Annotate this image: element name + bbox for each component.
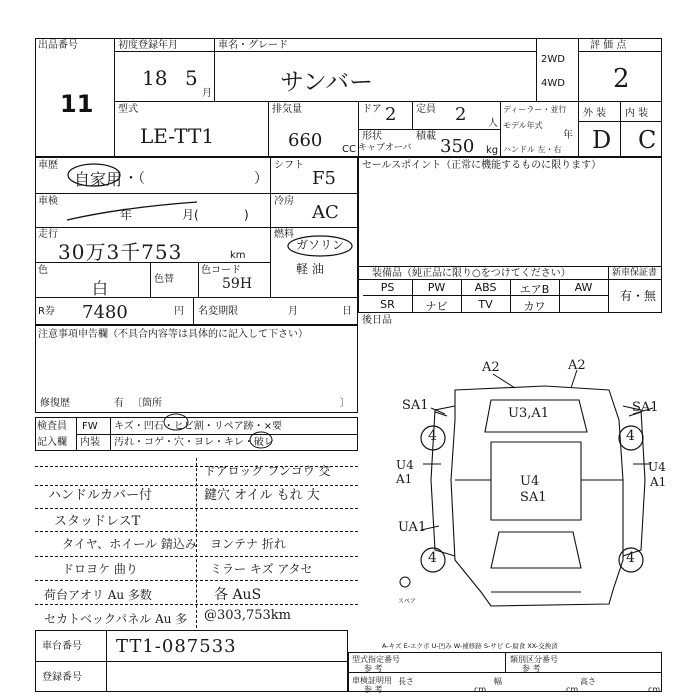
model-year-label: モデル年式: [503, 121, 543, 130]
score-value: 2: [613, 64, 630, 94]
repair-label: 修復歴: [40, 398, 70, 409]
aftermarket-label: 後日品: [362, 315, 392, 326]
chassis-label: 車台番号: [42, 641, 82, 652]
category-label: 類別区分番号: [510, 655, 558, 664]
new-cert-value: 有・無: [620, 289, 657, 303]
length-label: 長さ: [398, 677, 414, 686]
ac-label: 冷房: [274, 196, 294, 207]
drive-4wd: 4WD: [541, 78, 565, 89]
score-label: 評 価 点: [590, 40, 627, 51]
year-unit: 年: [563, 130, 573, 141]
height-cm: cm: [648, 685, 661, 694]
lot-number: 11: [60, 90, 94, 118]
equip-airbag: エアB: [519, 283, 550, 296]
history-dots: ・（: [124, 171, 145, 187]
remark-left-3: タイヤ、ホイール 錆込み: [62, 537, 197, 551]
mark-a1-left: A1: [396, 472, 413, 486]
name-label: 車名・グレード: [218, 40, 288, 51]
spare-label: スペア: [398, 598, 417, 605]
equipment-grid: [363, 279, 660, 312]
remark-right-6: 各 AuS: [214, 587, 262, 603]
mark-u4-right: U4: [648, 460, 666, 474]
lot-label: 出品番号: [38, 40, 78, 51]
mark-u4-left: U4: [396, 458, 414, 472]
mark-sa1-right: SA1: [632, 400, 659, 415]
fuel-label: 燃料: [274, 229, 294, 240]
int-value: C: [638, 126, 657, 154]
recycle-value: 7480: [82, 302, 128, 323]
shaken-label: 車検: [38, 196, 58, 207]
repair-place: 〔箇所: [132, 398, 162, 409]
shaken-year: 年: [120, 208, 133, 222]
shaken-month: 月(: [182, 208, 199, 222]
tire-fr: 4: [626, 428, 635, 444]
disp-label: 排気量: [272, 104, 302, 115]
equip-navi: ナビ: [425, 300, 448, 313]
inspector-label2: 記入欄: [37, 437, 67, 448]
ac-value: AC: [312, 202, 339, 223]
equip-tv: TV: [478, 298, 493, 311]
type-cert-label: 型式指定番号: [352, 655, 400, 664]
color-code-label: 色コード: [201, 265, 241, 276]
handle-label: ハンドル 左・右: [503, 145, 562, 154]
remark-left-6: セカトベックパネル Au 多: [44, 612, 188, 626]
width-label: 幅: [494, 677, 502, 686]
mark-center: U4 SA1: [520, 474, 547, 505]
width-cm: cm: [566, 685, 579, 694]
model-value: LE-TT1: [140, 124, 215, 148]
fuel-diesel: 軽 油: [296, 262, 324, 276]
remark-left-4: ドロヨケ 曲り: [62, 562, 138, 576]
model-label: 型式: [118, 104, 138, 115]
mark-a1-right: A1: [650, 475, 667, 489]
inspector-label1: 検査員: [37, 421, 67, 432]
name-change-day: 日: [342, 306, 352, 317]
equip-abs: ABS: [474, 281, 497, 294]
remark-right-4: ヨンテナ 折れ: [210, 537, 286, 551]
mileage-label: 走行: [38, 229, 58, 240]
load-value: 350: [440, 136, 475, 157]
shape-value: キャブオーバ: [358, 143, 412, 153]
ext-value: D: [592, 126, 612, 154]
new-cert-label: 新車保証書: [612, 268, 658, 278]
inspector-marks: [160, 413, 280, 453]
door-value: 2: [385, 104, 397, 125]
disp-value: 660: [288, 130, 323, 151]
mark-a2-right: A2: [568, 358, 586, 373]
ext-label: 外 装: [583, 108, 607, 119]
history-label: 車歴: [38, 160, 58, 171]
type-cert-ref: 参 考: [364, 664, 383, 673]
sales-label: セールスポイント（正常に機能するものに限ります）: [362, 160, 602, 171]
remark-left-2: スタッドレスT: [54, 514, 141, 529]
name-change-month: 月: [288, 306, 298, 317]
equip-aw: AW: [574, 281, 593, 294]
equip-leather: カワ: [523, 300, 546, 313]
mark-ua1: UA1: [398, 520, 427, 535]
reg-no-label: 登録番号: [42, 672, 82, 683]
equip-sr: SR: [380, 298, 395, 311]
color-value: 白: [92, 279, 109, 298]
load-label: 積載: [416, 131, 436, 142]
color-change-label: 色替: [154, 274, 174, 285]
int-label: 内 装: [625, 108, 649, 119]
reg-month-unit: 月: [202, 88, 212, 99]
name-value: サンバー: [280, 68, 374, 96]
shift-label: シフト: [274, 160, 304, 171]
cap-unit: 人: [488, 118, 498, 129]
mileage-unit: km: [230, 250, 246, 261]
equipment-label: 装備品（純正品に限り○をつけてください）: [372, 268, 571, 279]
recycle-label: R券: [38, 306, 55, 317]
cert-label: 車検証明用: [352, 676, 392, 685]
recycle-unit: 円: [174, 306, 184, 317]
remark-right-2: 鍵穴 オイル もれ 大: [204, 488, 320, 503]
inspector-row2: 汚れ・コゲ・穴・ヨレ・キレ・破レ: [114, 437, 274, 448]
cert-ref: 参 考: [364, 685, 383, 694]
inspector-int: 内装: [80, 437, 100, 448]
tire-rl: 4: [428, 550, 437, 566]
height-label: 高さ: [580, 677, 596, 686]
mark-sa1-left: SA1: [402, 398, 429, 413]
inspector-fw: FW: [82, 421, 98, 432]
shift-value: F5: [312, 168, 336, 189]
shaken-close: ): [244, 208, 249, 222]
remark-left-5: 荷台アオリ Au 多数: [44, 588, 152, 602]
cap-value: 2: [455, 104, 467, 125]
color-code-value: 59H: [222, 276, 253, 292]
remark-right-7: @303,753km: [204, 608, 291, 623]
tire-fl: 4: [428, 428, 437, 444]
reg-label: 初度登録年月: [118, 40, 178, 51]
mileage-value: 30万3千753: [58, 240, 183, 264]
name-change-label: 名変期限: [198, 306, 238, 317]
history-close: ）: [254, 171, 268, 187]
history-value: 自家用: [74, 170, 123, 189]
shape-label: 形状: [362, 131, 382, 142]
mark-u3-a1: U3,A1: [508, 406, 550, 421]
sales-box: [358, 157, 662, 267]
disp-unit: CC: [342, 144, 356, 155]
color-label: 色: [38, 265, 48, 276]
equip-ps: PS: [380, 281, 395, 294]
fuel-value: ガソリン: [296, 238, 345, 252]
repair-value: 有: [114, 398, 124, 409]
inspector-row1: キズ・凹石・ヒビ割・リペア跡・×要: [114, 421, 282, 432]
dealer-label: ディーラー・並行: [503, 105, 567, 114]
drive-2wd: 2WD: [541, 54, 565, 65]
remark-left-1: ハンドルカバー付: [48, 488, 153, 503]
notes-label: 注意事項申告欄（不具合内容等は具体的に記入して下さい）: [38, 329, 308, 340]
door-label: ドア: [362, 104, 382, 115]
remark-right-1: ドアロック フンコウ 交: [204, 464, 331, 478]
mark-a2-left: A2: [482, 360, 500, 375]
category-ref: 参 考: [522, 664, 541, 673]
reg-year: 18: [142, 66, 168, 90]
tire-rr: 4: [626, 550, 635, 566]
reg-month: 5: [185, 66, 198, 90]
remark-right-5: ミラー キズ アタセ: [210, 562, 313, 576]
chassis-value: TT1-087533: [116, 636, 237, 657]
length-cm: cm: [474, 685, 487, 694]
cap-label: 定員: [416, 104, 436, 115]
repair-close: 〕: [340, 398, 350, 409]
equip-pw: PW: [427, 281, 446, 294]
load-unit: kg: [486, 145, 499, 156]
legend: A-キズ E-エクボ U-凹み W-補修跡 S-サビ C-腐食 XX-交換済: [382, 642, 558, 650]
